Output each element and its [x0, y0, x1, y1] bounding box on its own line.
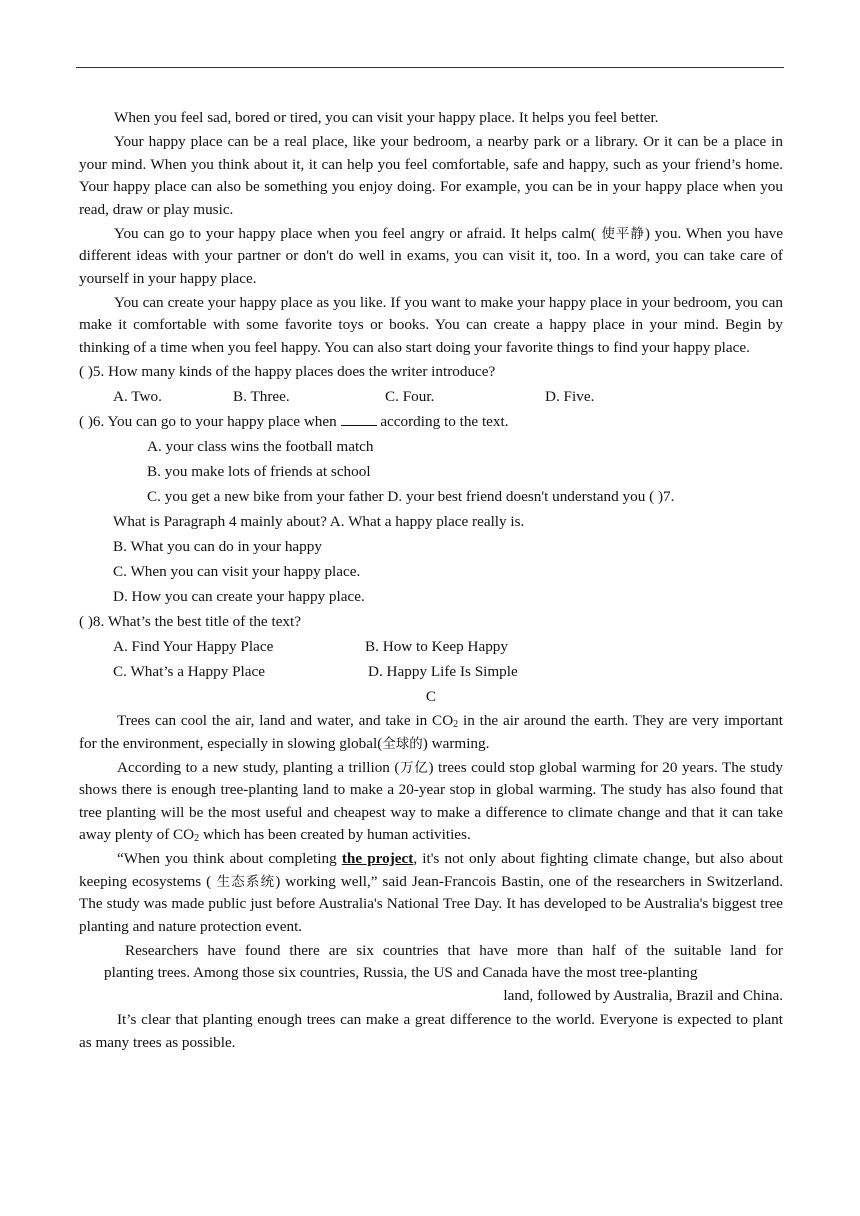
question-7-option-c: C. When you can visit your happy place. [113, 562, 361, 580]
section-heading-c: C [425, 687, 437, 705]
text-run: According to a new study, planting a trillion ( [117, 758, 400, 776]
paragraph-c4-line-2: planting trees. Among those six countries, Russia, the US and Canada have the most tree-planting [104, 964, 698, 981]
chinese-gloss: 使平静 [596, 225, 645, 242]
question-8-stem: ( )8. What’s the best title of the text? [79, 612, 301, 630]
text-run: ) trees could stop global warming for 20 years. The study shows there is enough tree-planting land to make a 20-year stop in global warming. The study has also found that tree planting will be the most useful and cheapest way to make a difference to climate change and that it can take away plenty of CO [79, 758, 783, 843]
question-5-options [79, 386, 783, 409]
paragraph-c1 [79, 710, 783, 755]
text-run: You can go to your happy place when you feel angry or afraid. It helps calm( [114, 224, 597, 242]
option-a: A. Two. [113, 387, 162, 405]
paragraph-b3 [79, 223, 783, 291]
question-7-stem: What is Paragraph 4 mainly about? A. What a happy place really is. [113, 512, 525, 530]
question-6-option-cd: C. you get a new bike from your father D. your best friend doesn't understand you ( )7. [147, 487, 675, 505]
paragraph-c3 [79, 848, 783, 938]
chinese-gloss: 全球的 [382, 735, 423, 752]
option-a: A. Find Your Happy Place [113, 637, 274, 655]
paragraph-c2 [79, 757, 783, 847]
text-run: according to the text. [376, 412, 509, 430]
text-run: ) warming. [422, 734, 490, 752]
document-page [79, 107, 783, 1056]
option-c: C. Four. [385, 387, 435, 405]
chinese-gloss: 万亿 [399, 759, 429, 776]
option-b: B. Three. [233, 387, 290, 405]
option-d: D. Happy Life Is Simple [368, 662, 518, 680]
option-b: B. How to Keep Happy [365, 637, 508, 655]
question-8-options-ab [79, 636, 783, 659]
text-run: , it's not only about fighting climate change, but also about keeping ecosystems ( [79, 850, 784, 890]
answer-blank [341, 413, 377, 426]
question-6-stem [79, 411, 783, 434]
paragraph-c4-line-1: Researchers have found there are six countries that have more than half of the suitable land for [125, 941, 783, 959]
paragraph-c4 [79, 940, 783, 1008]
option-c: C. What’s a Happy Place [113, 662, 265, 680]
subscript: 2 [194, 833, 200, 844]
question-7-option-d: D. How you can create your happy place. [113, 587, 365, 605]
question-7-option-b: B. What you can do in your happy [113, 537, 322, 555]
text-run: Trees can cool the air, land and water, and take in CO [117, 712, 454, 729]
question-6-option-b: B. you make lots of friends at school [147, 462, 371, 480]
underlined-phrase: the project [341, 850, 414, 867]
text-run: ) you. When you have different ideas with your partner or don't do well in exams, you can visit it, too. In a word, you can take care of yourself in your happy place. [79, 224, 784, 287]
text-run: ) working well,” said Jean-Francois Bastin, one of the researchers in Switzerland. The study was made public just before Australia's National Tree Day. It has developed to be Australia's biggest tree planting and nature protection event. [79, 872, 783, 935]
paragraph-c4-line-3: land, followed by Australia, Brazil and China. [503, 986, 783, 1004]
text-run: which has been created by human activities. [199, 826, 471, 843]
text-run: “When you think about completing [117, 850, 342, 867]
text-run: ( )6. You can go to your happy place when [79, 412, 341, 430]
paragraph-b2: Your happy place can be a real place, like your bedroom, a nearby park or a library. Or it can be a place in your mind. When you think about it, it can help you feel comfortable, safe and happy, such as your friend’s home. Your happy place can also be something you enjoy doing. For example, you can be in your happy place when you read, draw or play music. [79, 133, 783, 218]
paragraph-c5: It’s clear that planting enough trees can make a great difference to the world. Everyone is expected to plant as many trees as possible. [79, 1011, 783, 1051]
paragraph-b1: When you feel sad, bored or tired, you can visit your happy place. It helps you feel better. [114, 109, 659, 126]
option-d: D. Five. [545, 387, 595, 405]
subscript: 2 [453, 719, 459, 730]
header-rule [76, 67, 784, 68]
question-6-option-a: A. your class wins the football match [147, 437, 374, 455]
question-8-options-cd [79, 661, 783, 684]
chinese-gloss: 生态系统 [211, 873, 276, 890]
text-run: in the air around the earth. They are very important for the environment, especially in slowing global( [79, 712, 783, 752]
question-5-stem: ( )5. How many kinds of the happy places does the writer introduce? [79, 362, 496, 380]
paragraph-b4: You can create your happy place as you like. If you want to make your happy place in your bedroom, you can make it comfortable with some favorite toys or books. You can create a happy place in your mind. Begin by thinking of a time when you feel happy. You can also start doing your favorite things to find your happy place. [79, 293, 783, 356]
